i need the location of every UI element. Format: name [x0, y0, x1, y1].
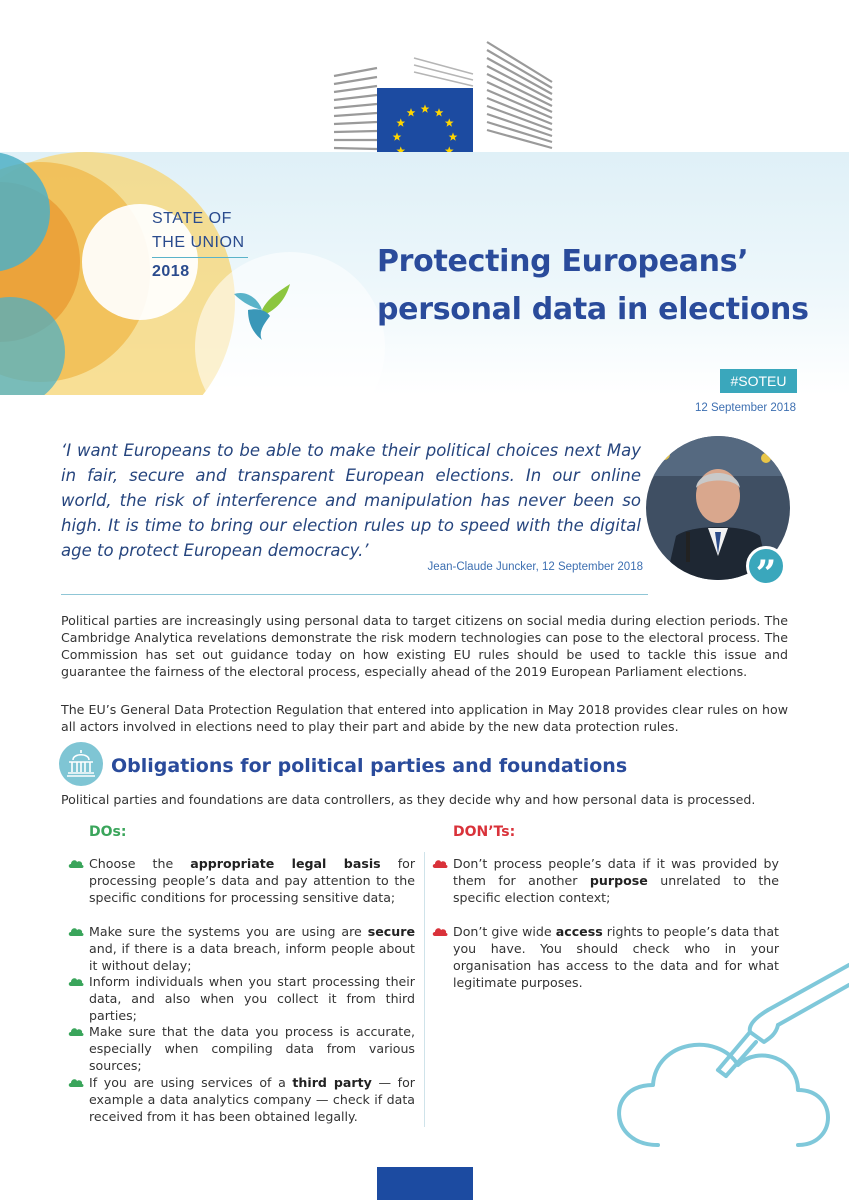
sotu-year: 2018 — [152, 263, 190, 280]
sotu-line-2: THE UNION — [152, 234, 245, 251]
gdpr-paragraph: The EU’s General Data Protection Regulation that entered into application in May 2018 provides clear rules on how all actors involved in elections need to play their part and abide by the new data protection rules. — [61, 702, 788, 734]
do-item: Make sure that the data you process is accurate, especially when compiling data from various sources; — [89, 1023, 415, 1074]
do-item: If you are using services of a third party — for example a data analytics company — check if data received from it has been obtained legally. — [89, 1074, 415, 1125]
dos-heading: DOs: — [89, 824, 127, 840]
page-title — [377, 238, 809, 334]
green-cloud-icon — [67, 925, 85, 937]
dont-item: Don’t process people’s data if it was provided by them for another purpose unrelated to the specific election context; — [453, 855, 779, 906]
hashtag-badge[interactable]: #SOTEU — [720, 369, 797, 393]
do-item: Make sure the systems you are using are secure and, if there is a data breach, inform people about it without delay; — [89, 923, 415, 974]
red-cloud-icon — [431, 925, 449, 937]
title-line-2: personal data in elections — [377, 292, 809, 327]
hand-cloud-icon — [598, 950, 849, 1150]
column-divider — [424, 852, 425, 1127]
hero-banner — [0, 152, 849, 395]
publication-date: 12 September 2018 — [694, 402, 796, 414]
do-item: Choose the appropriate legal basis for processing people’s data and pay attention to the specific conditions for processing sensitive data; — [89, 855, 415, 906]
eu-star-icon — [445, 118, 454, 126]
title-line-1: Protecting Europeans’ — [377, 244, 749, 279]
eu-star-icon — [393, 132, 402, 140]
eu-star-icon — [407, 108, 416, 116]
sotu-divider — [152, 257, 248, 258]
eu-star-icon — [421, 104, 430, 112]
green-cloud-icon — [67, 857, 85, 869]
bird-icon — [228, 280, 294, 340]
dont-item: Don’t give wide access rights to people’s data that you have. You should check who in your organisation has access to the data and for what legitimate purposes. — [453, 923, 779, 991]
quote-mark-icon: ” — [746, 546, 786, 586]
footer-bar — [377, 1167, 473, 1200]
eu-star-icon — [396, 118, 405, 126]
green-cloud-icon — [67, 1076, 85, 1088]
quote-author: Jean-Claude Juncker, 12 September 2018 — [427, 561, 643, 573]
quote-text: ‘I want Europeans to be able to make their political choices next May in fair, secure and transparent European elections. In our online world, the risk of interference and manipulation has never been so high. It is time to bring our election rules up to speed with the digital age to protect European democracy.’ — [61, 441, 641, 560]
green-cloud-icon — [67, 1025, 85, 1037]
do-item: Inform individuals when you start processing their data, and also when you collect it from third parties; — [89, 973, 415, 1024]
eu-star-icon — [449, 132, 458, 140]
section-title: Obligations for political parties and foundations — [111, 755, 628, 777]
sotu-line-1: STATE OF — [152, 210, 232, 227]
green-cloud-icon — [67, 975, 85, 987]
parliament-building-icon — [59, 742, 103, 786]
intro-paragraph: Political parties are increasingly using personal data to target citizens on social media during election periods. The Cambridge Analytica revelations demonstrate the risk modern technologies can pose to the electoral process. The Commission has set out guidance today on how existing EU rules should be used to tackle this issue and guarantee the fairness of the electoral process, especially ahead of the 2019 European Parliament elections. — [61, 613, 788, 679]
red-cloud-icon — [431, 857, 449, 869]
donts-heading: DON’Ts: — [453, 824, 516, 840]
section-subtitle: Political parties and foundations are data controllers, as they decide why and how personal data is processed. — [61, 792, 756, 807]
decorative-circles — [0, 152, 420, 395]
quote-divider — [61, 594, 648, 595]
eu-star-icon — [435, 108, 444, 116]
